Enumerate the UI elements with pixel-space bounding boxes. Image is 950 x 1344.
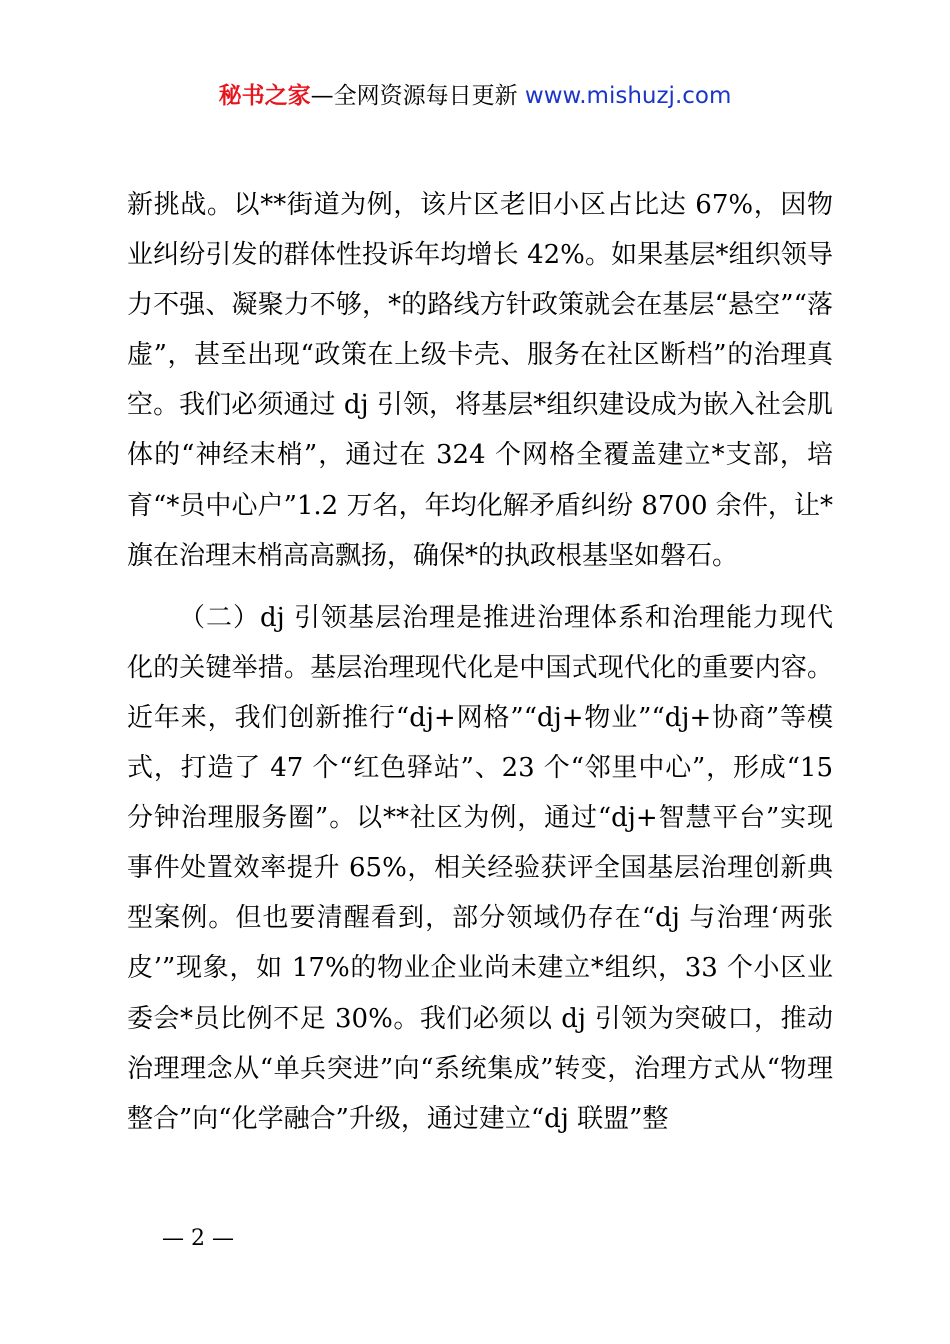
website-url[interactable]: www.mishuzj.com: [524, 83, 732, 109]
header-tagline: —全网资源每日更新: [310, 83, 518, 109]
page-header: [0, 80, 950, 112]
document-body: [127, 180, 833, 1144]
brand-name: 秘书之家: [218, 83, 311, 109]
page-number: — 2 —: [162, 1226, 234, 1251]
body-paragraph: 新挑战。以**街道为例，该片区老旧小区占比达 67%，因物业纠纷引发的群体性投诉年均增长 42%。如果基层*组织领导力不强、凝聚力不够，*的路线方针政策就会在基层“悬空”“落虚”，甚至出现“政策在上级卡壳、服务在社区断档”的治理真空。我们必须通过 dj 引领，将基层*组织建设成为嵌入社会肌体的“神经末梢”，通过在 324 个网格全覆盖建立*支部，培育“*员中心户”1.2 万名，年均化解矛盾纠纷 8700 余件，让*旗在治理末梢高高飘扬，确保*的执政根基坚如磐石。: [127, 190, 833, 571]
body-paragraph: （二）dj 引领基层治理是推进治理体系和治理能力现代化的关键举措。基层治理现代化是中国式现代化的重要内容。近年来，我们创新推行“dj+网格”“dj+物业”“dj+协商”等模式，打造了 47 个“红色驿站”、23 个“邻里中心”，形成“15 分钟治理服务圈”。以**社区为例，通过“dj+智慧平台”实现事件处置效率提升 65%，相关经验获评全国基层治理创新典型案例。但也要清醒看到，部分领域仍存在“dj 与治理‘两张皮’”现象，如 17%的物业企业尚未建立*组织，33 个小区业委会*员比例不足 30%。我们必须以 dj 引领为突破口，推动治理理念从“单兵突进”向“系统集成”转变，治理方式从“物理整合”向“化学融合”升级，通过建立“dj 联盟”整: [127, 602, 833, 1134]
